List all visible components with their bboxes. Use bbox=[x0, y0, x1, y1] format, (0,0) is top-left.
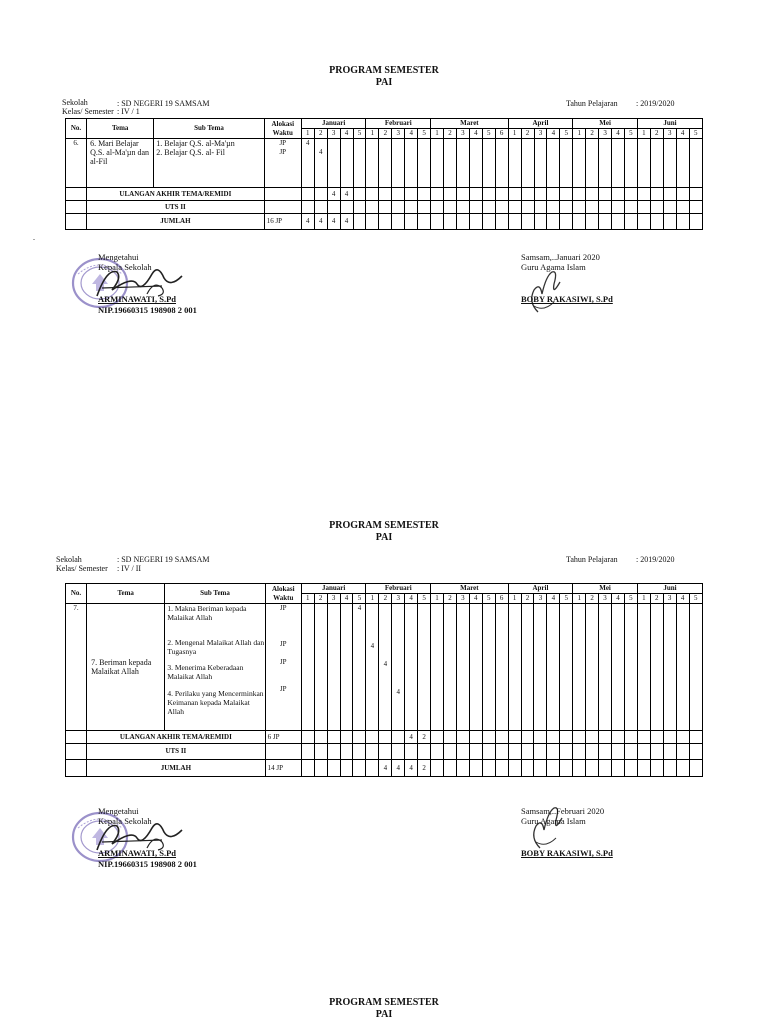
week-number: 3 bbox=[663, 129, 676, 139]
week-number: 2 bbox=[650, 594, 663, 604]
row-alokasi bbox=[264, 139, 301, 188]
week-value: 4 bbox=[327, 188, 340, 201]
week-number: 3 bbox=[456, 594, 469, 604]
sub-tema-item: 4. Perilaku yang Mencerminkan Keimanan kepada Malaikat Allah bbox=[167, 689, 264, 716]
week-number: 4 bbox=[469, 129, 482, 139]
month-februari: Februari bbox=[366, 119, 431, 129]
sub-tema-item: 2. Belajar Q.S. al- Fil bbox=[156, 148, 225, 157]
week-value: 4 bbox=[327, 214, 340, 230]
month-maret: Maret bbox=[431, 119, 509, 129]
week-number: 1 bbox=[573, 594, 586, 604]
sig-right-place-date: Samsam,..Januari 2020 bbox=[521, 252, 600, 262]
page1-tahun-label: Tahun Pelajaran bbox=[566, 99, 618, 108]
week-number: 4 bbox=[676, 594, 689, 604]
sig-left-nip: NIP.19660315 198908 2 001 bbox=[98, 305, 197, 315]
week-number: 5 bbox=[560, 129, 573, 139]
page1-sekolah-value: : SD NEGERI 19 SAMSAM bbox=[117, 99, 210, 108]
table-row-tema-6 bbox=[66, 139, 703, 188]
week-number: 1 bbox=[508, 129, 521, 139]
week-cell bbox=[314, 139, 327, 188]
header-alokasi-line1: Alokasi bbox=[271, 584, 295, 593]
header-tema: Tema bbox=[87, 119, 154, 139]
week-number: 5 bbox=[624, 594, 637, 604]
sub-tema-item: 1. Belajar Q.S. al-Ma'µn bbox=[156, 139, 235, 148]
sig-right-place-date: Samsam,..Februari 2020 bbox=[521, 806, 605, 816]
month-april: April bbox=[508, 119, 573, 129]
sig-right-role: Guru Agama Islam bbox=[521, 816, 586, 826]
week-number: 5 bbox=[624, 129, 637, 139]
jumlah-label: JUMLAH bbox=[87, 214, 265, 230]
sig-left-kepala: Kepala Sekolah bbox=[98, 262, 152, 272]
page1-tahun-value: : 2019/2020 bbox=[636, 99, 675, 108]
jp-label: JP bbox=[279, 604, 287, 612]
week-number: 1 bbox=[637, 129, 650, 139]
week-value: 4 bbox=[405, 760, 418, 777]
week-value: 4 bbox=[340, 214, 353, 230]
week-number: 1 bbox=[301, 129, 314, 139]
page2-tahun-value: : 2019/2020 bbox=[636, 555, 675, 564]
header-tema: Tema bbox=[87, 584, 165, 604]
week-cell bbox=[366, 604, 379, 731]
sig-left-mengetahui: Mengetahui bbox=[98, 252, 139, 262]
month-mei: Mei bbox=[573, 584, 638, 594]
week-value: 4 bbox=[396, 688, 400, 696]
week-value: 4 bbox=[392, 760, 405, 777]
week-value: 4 bbox=[383, 660, 388, 668]
week-number: 4 bbox=[340, 594, 353, 604]
row-sub-tema bbox=[154, 139, 264, 188]
week-number: 3 bbox=[392, 594, 405, 604]
sig-right-name: BOBY RAKASIWI, S.Pd bbox=[521, 848, 613, 858]
week-number: 1 bbox=[301, 594, 314, 604]
week-value: 4 bbox=[405, 731, 418, 744]
month-januari: Januari bbox=[301, 584, 366, 594]
table-row-uts bbox=[66, 201, 703, 214]
week-cell bbox=[379, 604, 392, 731]
page3-title: PROGRAM SEMESTER bbox=[329, 997, 439, 1008]
week-number: 1 bbox=[366, 129, 379, 139]
page1-subtitle: PAI bbox=[375, 77, 393, 88]
jp-label: JP bbox=[279, 139, 287, 147]
week-value: 4 bbox=[379, 760, 392, 777]
week-number: 2 bbox=[444, 129, 457, 139]
uts-label: UTS II bbox=[87, 201, 265, 214]
week-number: 4 bbox=[676, 129, 689, 139]
jumlah-total: 16 JP bbox=[264, 214, 301, 230]
week-number: 2 bbox=[650, 129, 663, 139]
week-number: 2 bbox=[314, 129, 327, 139]
week-number: 4 bbox=[469, 594, 482, 604]
page2-program-table bbox=[65, 583, 703, 777]
header-alokasi-line2: Waktu bbox=[273, 593, 294, 602]
week-number: 4 bbox=[340, 129, 353, 139]
week-number: 2 bbox=[379, 594, 392, 604]
sig-left-kepala: Kepala Sekolah bbox=[98, 816, 152, 826]
week-number: 3 bbox=[392, 129, 405, 139]
jp-label: JP bbox=[279, 685, 287, 693]
week-number: 5 bbox=[418, 129, 431, 139]
week-number: 5 bbox=[353, 594, 366, 604]
week-value: 4 bbox=[306, 139, 310, 147]
header-no: No. bbox=[66, 584, 87, 604]
week-number: 5 bbox=[482, 594, 495, 604]
month-mei: Mei bbox=[573, 119, 638, 129]
page1-kelas-value: : IV / 1 bbox=[117, 107, 140, 116]
sig-right-role: Guru Agama Islam bbox=[521, 262, 586, 272]
week-number: 3 bbox=[534, 129, 547, 139]
week-number: 3 bbox=[327, 594, 340, 604]
week-cell bbox=[301, 139, 314, 188]
header-alokasi bbox=[265, 584, 301, 604]
jp-label: JP bbox=[279, 148, 287, 156]
header-sub-tema: Sub Tema bbox=[154, 119, 264, 139]
week-number: 3 bbox=[327, 129, 340, 139]
week-number: 6 bbox=[495, 129, 508, 139]
week-value: 4 bbox=[301, 214, 314, 230]
week-number: 1 bbox=[431, 594, 444, 604]
week-value: 4 bbox=[340, 188, 353, 201]
week-number: 1 bbox=[573, 129, 586, 139]
header-sub-tema: Sub Tema bbox=[165, 584, 265, 604]
header-no: No. bbox=[66, 119, 87, 139]
page2-sekolah-label: Sekolah bbox=[56, 555, 82, 564]
week-cell bbox=[392, 604, 405, 731]
week-number: 5 bbox=[689, 129, 702, 139]
page2-kelas-label: Kelas/ Semester bbox=[56, 564, 108, 573]
week-number: 5 bbox=[482, 129, 495, 139]
ulangan-total: 6 JP bbox=[265, 731, 301, 744]
week-number: 2 bbox=[521, 594, 534, 604]
sig-left-mengetahui: Mengetahui bbox=[98, 806, 139, 816]
row-no: 7. bbox=[66, 604, 87, 731]
week-number: 3 bbox=[663, 594, 676, 604]
week-number: 6 bbox=[495, 594, 508, 604]
week-value: 4 bbox=[370, 642, 375, 650]
sig-right-name: BOBY RAKASIWI, S.Pd bbox=[521, 294, 613, 304]
jumlah-label: JUMLAH bbox=[87, 760, 266, 777]
week-number: 5 bbox=[353, 129, 366, 139]
table-row-jumlah bbox=[66, 214, 703, 230]
sub-tema-item: 1. Makna Beriman kepada Malaikat Allah bbox=[167, 604, 247, 622]
week-number: 3 bbox=[534, 594, 547, 604]
row-no: 6. bbox=[66, 139, 87, 188]
month-februari: Februari bbox=[366, 584, 431, 594]
week-number: 1 bbox=[431, 129, 444, 139]
week-number: 3 bbox=[599, 594, 612, 604]
sub-tema-item: 3. Menerima Keberadaan Malaikat Allah bbox=[167, 663, 244, 681]
month-maret: Maret bbox=[431, 584, 509, 594]
week-value: 4 bbox=[314, 214, 327, 230]
jumlah-total: 14 JP bbox=[265, 760, 301, 777]
table-row-uts bbox=[66, 744, 703, 760]
week-number: 2 bbox=[379, 129, 392, 139]
header-alokasi-line1: Alokasi bbox=[271, 119, 295, 128]
ulangan-label: ULANGAN AKHIR TEMA/REMIDI bbox=[87, 731, 266, 744]
row-tema: 7. Beriman kepada Malaikat Allah bbox=[87, 604, 165, 731]
header-alokasi bbox=[264, 119, 301, 139]
week-number: 2 bbox=[586, 594, 599, 604]
week-number: 5 bbox=[418, 594, 431, 604]
week-cell bbox=[353, 604, 366, 731]
page1-title: PROGRAM SEMESTER bbox=[329, 65, 439, 76]
week-number: 4 bbox=[547, 129, 560, 139]
week-number: 1 bbox=[508, 594, 521, 604]
page2-title: PROGRAM SEMESTER bbox=[329, 520, 439, 531]
week-number: 3 bbox=[456, 129, 469, 139]
week-number: 3 bbox=[599, 129, 612, 139]
week-number: 5 bbox=[560, 594, 573, 604]
week-number: 5 bbox=[689, 594, 702, 604]
week-number: 1 bbox=[637, 594, 650, 604]
week-value: 2 bbox=[418, 731, 431, 744]
sig-left-name: ARMINAWATI, S.Pd bbox=[98, 294, 177, 304]
week-number: 2 bbox=[586, 129, 599, 139]
week-value: 2 bbox=[418, 760, 431, 777]
week-number: 4 bbox=[612, 594, 625, 604]
row-alokasi bbox=[265, 604, 301, 731]
sub-tema-item: 2. Mengenal Malaikat Allah dan Tugasnya bbox=[167, 638, 265, 656]
week-value: 4 bbox=[318, 148, 323, 156]
page2-tahun-label: Tahun Pelajaran bbox=[566, 555, 618, 564]
sig-left-nip: NIP.19660315 198908 2 001 bbox=[98, 859, 197, 869]
ulangan-label: ULANGAN AKHIR TEMA/REMIDI bbox=[87, 188, 265, 201]
uts-label: UTS II bbox=[87, 744, 266, 760]
header-alokasi-line2: Waktu bbox=[272, 128, 293, 137]
table-row-ulangan bbox=[66, 188, 703, 201]
week-number: 2 bbox=[521, 129, 534, 139]
month-juni: Juni bbox=[637, 119, 702, 129]
page1-program-table bbox=[65, 118, 703, 230]
table-row-jumlah bbox=[66, 760, 703, 777]
week-number: 4 bbox=[405, 594, 418, 604]
sig-left-name: ARMINAWATI, S.Pd bbox=[98, 848, 177, 858]
page2-sekolah-value: : SD NEGERI 19 SAMSAM bbox=[117, 555, 210, 564]
jp-label: JP bbox=[279, 640, 287, 648]
week-number: 4 bbox=[405, 129, 418, 139]
month-juni: Juni bbox=[637, 584, 702, 594]
week-number: 1 bbox=[366, 594, 379, 604]
jp-label: JP bbox=[279, 658, 287, 666]
table-row-ulangan bbox=[66, 731, 703, 744]
page3-subtitle: PAI bbox=[375, 1009, 393, 1020]
stray-dot: . bbox=[33, 233, 35, 242]
table-row-tema-7 bbox=[66, 604, 703, 731]
page1-sekolah-label: Sekolah bbox=[62, 98, 88, 107]
week-value: 4 bbox=[357, 604, 362, 612]
month-april: April bbox=[508, 584, 573, 594]
week-number: 2 bbox=[314, 594, 327, 604]
page2-kelas-value: : IV / II bbox=[117, 564, 142, 573]
page1-kelas-label: Kelas/ Semester bbox=[62, 107, 114, 116]
row-sub-tema bbox=[165, 604, 265, 731]
row-tema: 6. Mari Belajar Q.S. al-Ma'µn dan al-Fil bbox=[87, 139, 154, 188]
month-januari: Januari bbox=[301, 119, 366, 129]
week-number: 4 bbox=[547, 594, 560, 604]
week-number: 2 bbox=[444, 594, 457, 604]
week-number: 4 bbox=[612, 129, 625, 139]
page2-subtitle: PAI bbox=[375, 532, 393, 543]
